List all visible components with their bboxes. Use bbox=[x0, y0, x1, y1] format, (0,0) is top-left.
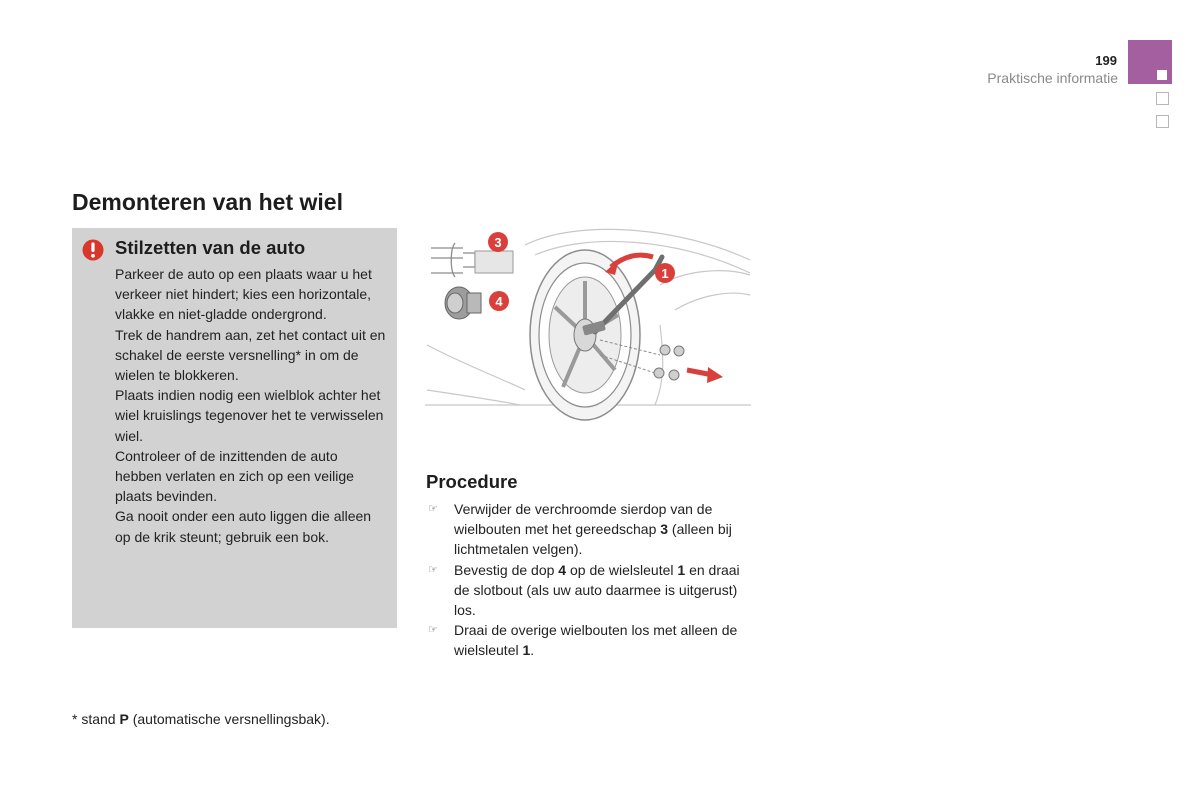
step-text: en draai de slotbout (als uw auto daarmee is uitgerust) los. bbox=[454, 561, 740, 619]
procedure-title: Procedure bbox=[426, 471, 518, 492]
step-text: op de wielsleutel bbox=[566, 561, 678, 578]
procedure-step bbox=[426, 560, 751, 621]
warning-box bbox=[72, 228, 397, 628]
warning-paragraph: Trek de handrem aan, zet het contact uit en schakel de eerste versnelling* in om de wielen te blokkeren. bbox=[115, 326, 386, 384]
callout-label: 1 bbox=[661, 266, 669, 281]
step-ref: 4 bbox=[558, 561, 567, 578]
hand-pointer-icon: ☞ bbox=[428, 563, 438, 576]
step-text: (alleen bij lichtmetalen velgen). bbox=[454, 521, 732, 558]
callout-badge bbox=[489, 291, 509, 311]
page-title: Demonteren van het wiel bbox=[72, 189, 343, 215]
callout-label: 3 bbox=[494, 235, 502, 250]
callout-badge bbox=[488, 232, 508, 252]
warning-paragraph: Parkeer de auto op een plaats waar u het verkeer niet hindert; kies een horizontale, vlakke en niet-gladde ondergrond. bbox=[115, 266, 372, 323]
step-text: Draai de overige wielbouten los met alleen de wielsleutel bbox=[454, 622, 738, 659]
chapter-box-icon bbox=[1156, 115, 1169, 128]
warning-text bbox=[115, 264, 387, 547]
footnote-emphasis: P bbox=[119, 711, 129, 727]
warning-paragraph: Plaats indien nodig een wielblok achter het wiel kruislings tegenover het te verwisselen wiel. bbox=[115, 387, 384, 444]
step-text: Bevestig de dop bbox=[454, 561, 559, 578]
procedure-list bbox=[426, 499, 751, 661]
warning-paragraph: Ga nooit onder een auto liggen die alleen op de krik steunt; gebruik een bok. bbox=[115, 508, 372, 545]
step-ref: 1 bbox=[522, 642, 531, 659]
footnote bbox=[72, 711, 330, 727]
step-text: Verwijder de verchroomde sierdop van de wielbouten met het gereedschap bbox=[454, 501, 713, 538]
chapter-tab bbox=[1128, 40, 1172, 84]
callout-badge bbox=[655, 263, 675, 283]
footnote-text: (automatische versnellingsbak). bbox=[128, 711, 330, 727]
wheel-removal-illustration bbox=[425, 215, 752, 430]
chapter-box-icon bbox=[1156, 92, 1169, 105]
chapter-marker-icon bbox=[1157, 70, 1167, 80]
callout-label: 4 bbox=[495, 294, 503, 309]
hand-pointer-icon: ☞ bbox=[428, 624, 438, 637]
section-name: Praktische informatie bbox=[987, 70, 1118, 86]
step-ref: 1 bbox=[677, 561, 686, 578]
warning-title: Stilzetten van de auto bbox=[115, 237, 306, 258]
warning-paragraph: Controleer of de inzittenden de auto hebben verlaten en zich op een veilige plaats bevinden. bbox=[115, 447, 354, 505]
warning-exclamation-icon bbox=[82, 239, 104, 261]
footnote-text: * stand bbox=[72, 711, 120, 727]
hand-pointer-icon: ☞ bbox=[428, 503, 438, 515]
procedure-step bbox=[426, 499, 751, 560]
step-ref: 3 bbox=[660, 521, 669, 538]
page-number: 199 bbox=[1095, 53, 1117, 68]
procedure-step bbox=[426, 620, 751, 660]
step-text: . bbox=[530, 642, 535, 659]
